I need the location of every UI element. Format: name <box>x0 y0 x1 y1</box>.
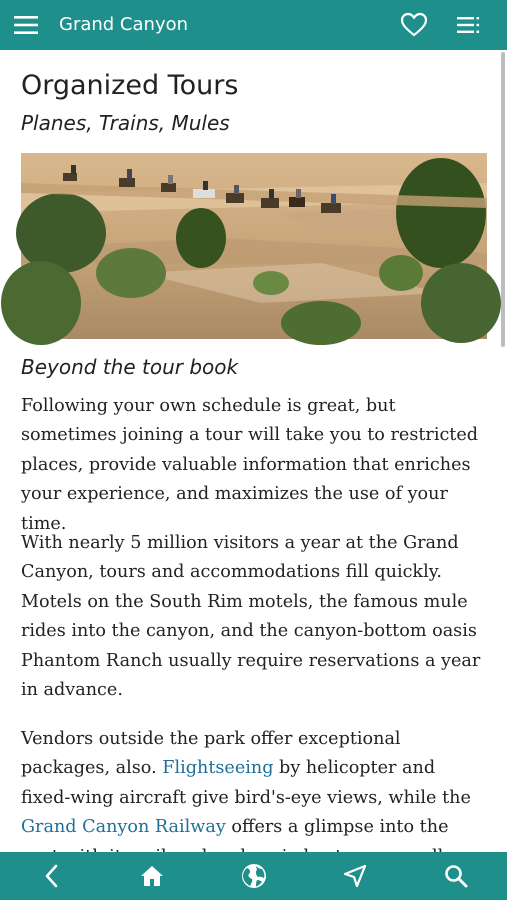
bottom-nav-bar <box>0 852 507 900</box>
app-title: Grand Canyon <box>59 14 189 35</box>
heart-icon[interactable] <box>392 0 436 50</box>
menu-icon[interactable] <box>4 0 48 50</box>
list-icon[interactable] <box>447 0 491 50</box>
paragraph-3-text-a: Vendors outside the park offer exceptional packages, also. <box>21 729 401 779</box>
app-bar <box>0 0 507 50</box>
article-content <box>0 50 507 852</box>
scrollbar-thumb[interactable] <box>501 52 505 347</box>
flightseeing-link[interactable]: Flightseeing <box>162 758 274 779</box>
globe-icon[interactable] <box>229 852 279 900</box>
search-icon[interactable] <box>431 852 481 900</box>
home-icon[interactable] <box>127 852 177 900</box>
paragraph-3-text-b: by helicopter and fixed-wing aircraft give bird's-eye views, while the <box>21 758 471 808</box>
paragraph-1: Following your own schedule is great, but sometimes joining a tour will take you to restricted places, provide valuable information that enriches your experience, and maximizes the use of your time. <box>21 396 479 534</box>
section-heading: Beyond the tour book <box>21 355 239 379</box>
paragraph-2: With nearly 5 million visitors a year at the Grand Canyon, tours and accommodations fill quickly. Motels on the South Rim motels, the famous mule rides into the canyon, and the canyon-bottom oasis Phantom Ranch usually require reservations a year in advance. <box>21 533 481 701</box>
navigate-icon[interactable] <box>330 852 380 900</box>
scrollbar[interactable] <box>501 52 505 848</box>
grand-canyon-railway-link[interactable]: Grand Canyon Railway <box>21 817 226 838</box>
back-icon[interactable] <box>26 852 76 900</box>
paragraph-3-text-c: offers a glimpse into the <box>231 817 449 838</box>
page-title: Organized Tours <box>21 70 239 101</box>
hero-image <box>21 153 487 339</box>
page-subtitle: Planes, Trains, Mules <box>21 111 230 135</box>
